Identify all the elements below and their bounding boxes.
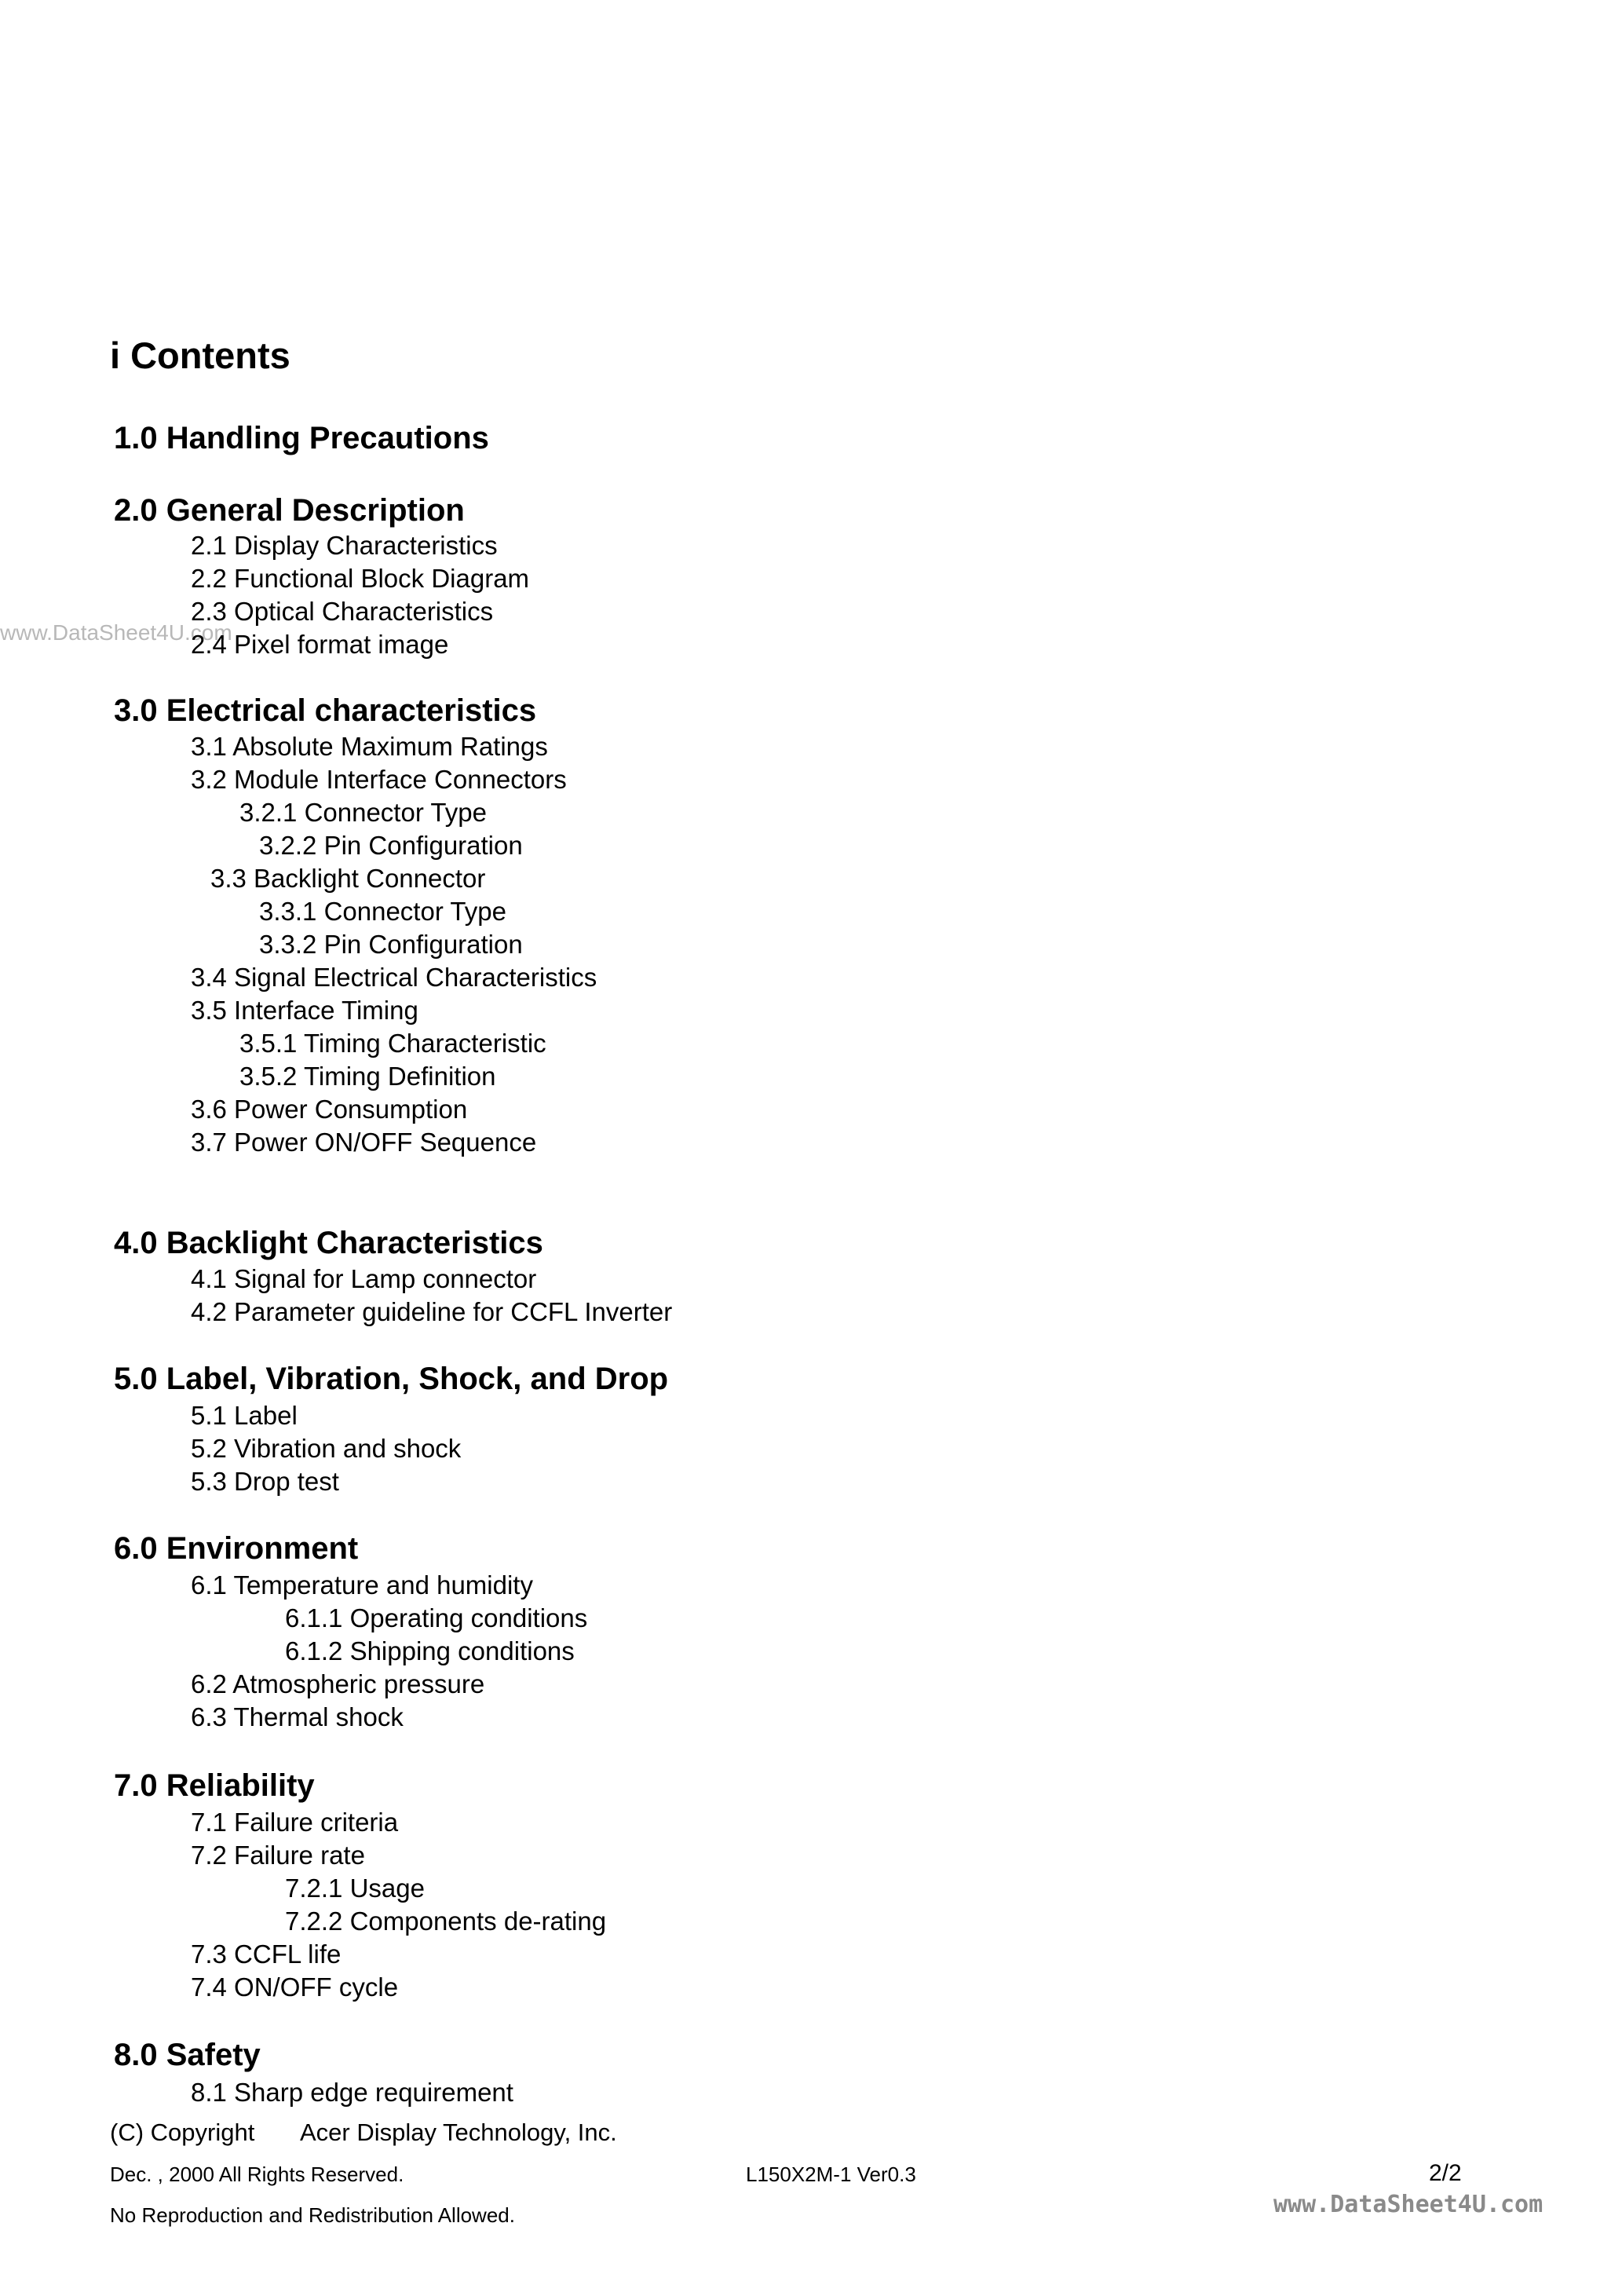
toc-item-3-6[interactable]: 3.6 Power Consumption (191, 1095, 468, 1124)
toc-item-5-3[interactable]: 5.3 Drop test (191, 1467, 339, 1496)
watermark-left: www.DataSheet4U.com (0, 620, 232, 645)
toc-item-6-3[interactable]: 6.3 Thermal shock (191, 1702, 404, 1731)
toc-item-7-2-1[interactable]: 7.2.1 Usage (285, 1874, 425, 1903)
toc-item-3-1[interactable]: 3.1 Absolute Maximum Ratings (191, 732, 548, 761)
toc-item-7-2[interactable]: 7.2 Failure rate (191, 1841, 365, 1870)
toc-item-5-1[interactable]: 5.1 Label (191, 1401, 298, 1430)
toc-item-7-4[interactable]: 7.4 ON/OFF cycle (191, 1972, 399, 2002)
toc-item-7-2-2[interactable]: 7.2.2 Components de-rating (285, 1907, 607, 1936)
footer-document-id: L150X2M-1 Ver0.3 (746, 2163, 916, 2186)
toc-item-3-7[interactable]: 3.7 Power ON/OFF Sequence (191, 1128, 537, 1157)
toc-item-3-5-2[interactable]: 3.5.2 Timing Definition (239, 1062, 496, 1091)
toc-item-7-1[interactable]: 7.1 Failure criteria (191, 1808, 399, 1837)
footer-copyright: (C) Copyright (110, 2119, 255, 2146)
footer-date-rights: Dec. , 2000 All Rights Reserved. (110, 2163, 404, 2186)
toc-item-8-1[interactable]: 8.1 Sharp edge requirement (191, 2078, 513, 2107)
toc-item-2-2[interactable]: 2.2 Functional Block Diagram (191, 564, 530, 593)
toc-item-5-2[interactable]: 5.2 Vibration and shock (191, 1434, 462, 1463)
toc-item-6-2[interactable]: 6.2 Atmospheric pressure (191, 1669, 485, 1698)
page-title: i Contents (110, 335, 290, 376)
toc-section-6[interactable]: 6.0 Environment (114, 1531, 359, 1566)
toc-item-7-3[interactable]: 7.3 CCFL life (191, 1940, 342, 1969)
toc-item-3-3[interactable]: 3.3 Backlight Connector (210, 864, 486, 893)
toc-item-2-4[interactable]: 2.4 Pixel format image (191, 630, 449, 659)
watermark-right[interactable]: www.DataSheet4U.com (1273, 2191, 1543, 2218)
toc-item-2-1[interactable]: 2.1 Display Characteristics (191, 531, 498, 560)
toc-item-6-1[interactable]: 6.1 Temperature and humidity (191, 1570, 533, 1600)
toc-section-2[interactable]: 2.0 General Description (114, 493, 465, 528)
toc-item-3-4[interactable]: 3.4 Signal Electrical Characteristics (191, 963, 597, 992)
toc-item-3-3-2[interactable]: 3.3.2 Pin Configuration (259, 930, 523, 959)
footer-page-number: 2/2 (1429, 2160, 1462, 2186)
footer-no-reproduction: No Reproduction and Redistribution Allowed. (110, 2203, 515, 2227)
footer-company: Acer Display Technology, Inc. (300, 2119, 617, 2146)
toc-item-3-2-1[interactable]: 3.2.1 Connector Type (239, 798, 487, 827)
toc-item-4-1[interactable]: 4.1 Signal for Lamp connector (191, 1264, 537, 1293)
toc-item-2-3[interactable]: 2.3 Optical Characteristics (191, 597, 494, 626)
toc-item-3-2[interactable]: 3.2 Module Interface Connectors (191, 765, 567, 794)
toc-item-3-2-2[interactable]: 3.2.2 Pin Configuration (259, 831, 523, 860)
toc-item-4-2[interactable]: 4.2 Parameter guideline for CCFL Inverter (191, 1297, 673, 1326)
toc-item-3-5[interactable]: 3.5 Interface Timing (191, 996, 418, 1025)
toc-section-7[interactable]: 7.0 Reliability (114, 1768, 315, 1803)
toc-section-8[interactable]: 8.0 Safety (114, 2038, 261, 2072)
toc-item-3-5-1[interactable]: 3.5.1 Timing Characteristic (239, 1029, 546, 1058)
toc-section-4[interactable]: 4.0 Backlight Characteristics (114, 1226, 543, 1260)
toc-section-5[interactable]: 5.0 Label, Vibration, Shock, and Drop (114, 1362, 669, 1396)
toc-item-6-1-2[interactable]: 6.1.2 Shipping conditions (285, 1636, 575, 1665)
toc-item-6-1-1[interactable]: 6.1.1 Operating conditions (285, 1603, 588, 1632)
toc-item-3-3-1[interactable]: 3.3.1 Connector Type (259, 897, 506, 926)
toc-section-1[interactable]: 1.0 Handling Precautions (114, 421, 489, 455)
toc-section-3[interactable]: 3.0 Electrical characteristics (114, 693, 537, 728)
